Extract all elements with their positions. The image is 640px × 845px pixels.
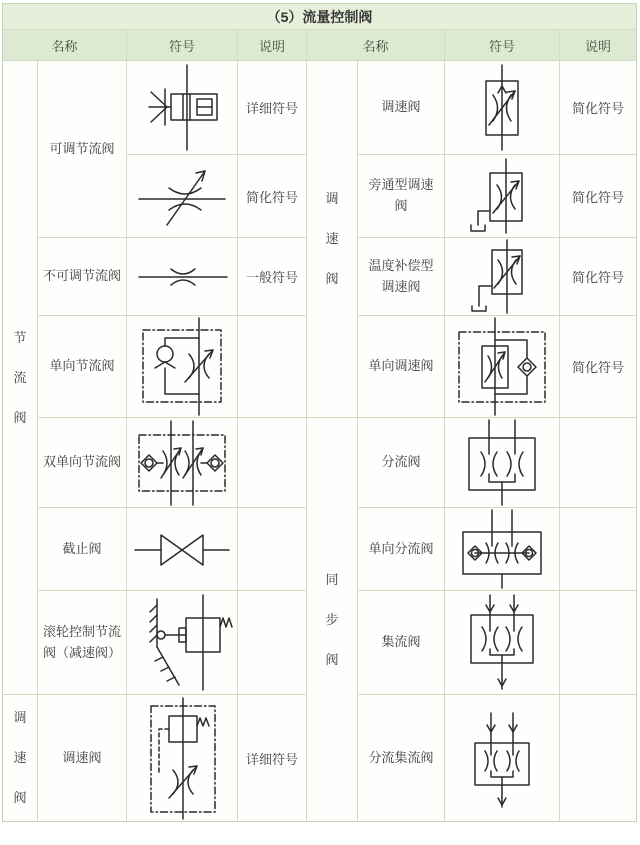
symbol-desc-empty xyxy=(560,591,636,694)
symbol-desc: 简化符号 xyxy=(560,316,636,417)
one-way-flow-divider-valve-symbol xyxy=(445,508,559,590)
valve-symbol-table xyxy=(2,3,637,822)
temperature-compensated-speed-control-valve-symbol xyxy=(445,238,559,315)
double-one-way-throttle-valve-symbol xyxy=(127,418,237,507)
valve-name: 双单向节流阀 xyxy=(38,418,126,507)
valve-name: 单向调速阀 xyxy=(358,316,444,417)
one-way-speed-control-valve-symbol xyxy=(445,316,559,417)
header-name-left: 名称 xyxy=(3,30,126,60)
symbol-desc-empty xyxy=(560,695,636,821)
symbol-desc-empty xyxy=(560,508,636,590)
valve-name: 分流阀 xyxy=(358,418,444,507)
flow-combiner-valve-symbol xyxy=(445,591,559,694)
symbol-desc-empty xyxy=(238,508,306,590)
symbol-desc-empty xyxy=(560,418,636,507)
category-throttle-valves: 节流阀 xyxy=(3,61,37,694)
symbol-desc-empty xyxy=(238,591,306,694)
valve-name: 集流阀 xyxy=(358,591,444,694)
symbol-desc: 简化符号 xyxy=(560,155,636,237)
valve-name: 单向分流阀 xyxy=(358,508,444,590)
speed-control-valve-simplified-symbol xyxy=(445,61,559,154)
header-symbol-left: 符号 xyxy=(127,30,237,60)
shut-off-valve-symbol xyxy=(127,508,237,590)
header-desc-left: 说明 xyxy=(238,30,306,60)
header-symbol-right: 符号 xyxy=(445,30,559,60)
roller-controlled-throttle-valve-symbol xyxy=(127,591,237,694)
category-synchronizing-valves: 同步阀 xyxy=(307,418,357,821)
category-speed-control-valves-left: 调速阀 xyxy=(3,695,37,821)
valve-name: 可调节流阀 xyxy=(38,61,126,237)
category-speed-control-valves-right: 调速阀 xyxy=(307,61,357,417)
valve-name: 旁通型调速阀 xyxy=(358,155,444,237)
flow-divider-valve-symbol xyxy=(445,418,559,507)
symbol-desc: 简化符号 xyxy=(560,238,636,315)
symbol-desc-empty xyxy=(238,418,306,507)
speed-control-valve-detailed-symbol xyxy=(127,695,237,821)
symbol-desc-empty xyxy=(238,316,306,417)
valve-name: 分流集流阀 xyxy=(358,695,444,821)
valve-name: 滚轮控制节流阀（减速阀） xyxy=(38,591,126,694)
symbol-desc: 详细符号 xyxy=(238,61,306,154)
symbol-desc: 简化符号 xyxy=(560,61,636,154)
valve-name: 不可调节流阀 xyxy=(38,238,126,315)
symbol-desc: 一般符号 xyxy=(238,238,306,315)
non-adjustable-throttle-valve-symbol xyxy=(127,238,237,315)
header-name-right: 名称 xyxy=(307,30,444,60)
symbol-desc: 简化符号 xyxy=(238,155,306,237)
valve-name: 截止阀 xyxy=(38,508,126,590)
page-title: （5）流量控制阀 xyxy=(3,4,636,29)
valve-name: 调速阀 xyxy=(38,695,126,821)
adjustable-throttle-valve-detailed-symbol xyxy=(127,61,237,154)
one-way-throttle-valve-symbol xyxy=(127,316,237,417)
adjustable-throttle-valve-simplified-symbol xyxy=(127,155,237,237)
page xyxy=(0,3,640,845)
header-desc-right: 说明 xyxy=(560,30,636,60)
symbol-desc: 详细符号 xyxy=(238,695,306,821)
valve-name: 单向节流阀 xyxy=(38,316,126,417)
flow-divider-combiner-valve-symbol xyxy=(445,695,559,821)
valve-name: 调速阀 xyxy=(358,61,444,154)
bypass-speed-control-valve-symbol xyxy=(445,155,559,237)
valve-name: 温度补偿型调速阀 xyxy=(358,238,444,315)
